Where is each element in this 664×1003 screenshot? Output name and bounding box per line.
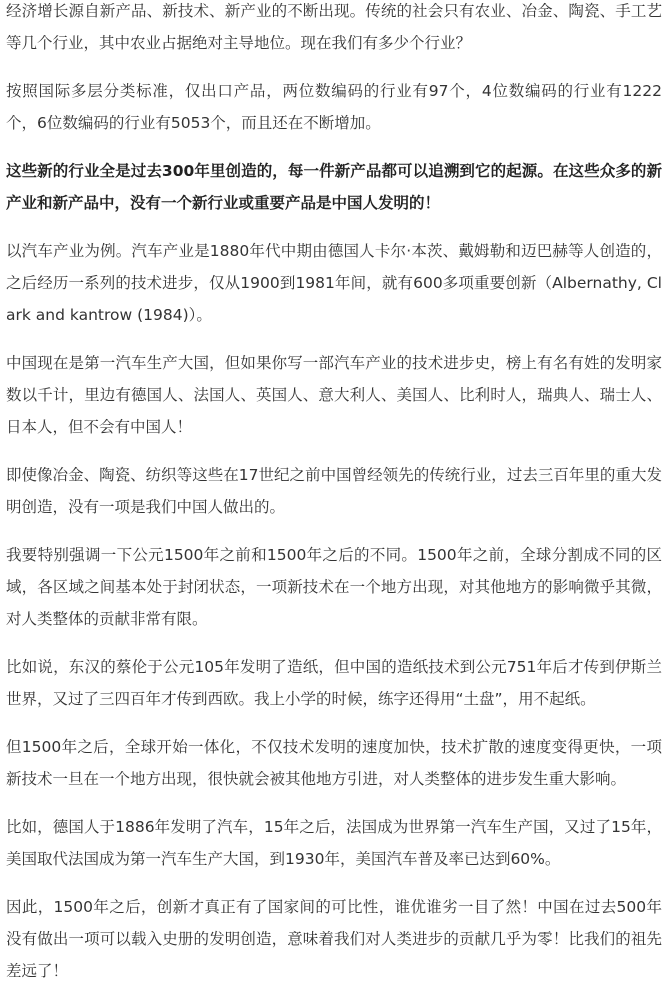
paragraph-auto-industry: 以汽车产业为例。汽车产业是1880年代中期由德国人卡尔·本茨、戴姆勒和迈巴赫等人创造的，之后经历一系列的技术进步，仅从1900到1981年间，就有600多项重要创新（Albernathy, Clark and kantrow (1984)）。 — [6, 242, 662, 324]
paragraph-papermaking: 比如说，东汉的蔡伦于公元105年发明了造纸，但中国的造纸技术到公元751年后才传到伊斯兰世界，又过了三四百年才传到西欧。我上小学的时候，练字还得用“土盘”，用不起纸。 — [6, 658, 662, 708]
paragraph-1500-emphasis: 我要特别强调一下公元1500年之前和1500年之后的不同。1500年之前，全球分割成不同的区域，各区域之间基本处于封闭状态，一项新技术在一个地方出现，对其他地方的影响微乎其微，对人类整体的贡献非常有限。 — [6, 546, 662, 628]
paragraph-industry-counts: 按照国际多层分类标准，仅出口产品，两位数编码的行业有97个，4位数编码的行业有1222个，6位数编码的行业有5053个，而且还在不断增加。 — [6, 82, 662, 132]
paragraph-traditional-industries: 即使像冶金、陶瓷、纺织等这些在17世纪之前中国曾经领先的传统行业，过去三百年里的重大发明创造，没有一项是我们中国人做出的。 — [6, 466, 662, 516]
paragraph-car-example: 比如，德国人于1886年发明了汽车，15年之后，法国成为世界第一汽车生产国，又过了15年，美国取代法国成为第一汽车生产大国，到1930年，美国汽车普及率已达到60%。 — [6, 818, 662, 868]
paragraph-bold-claim: 这些新的行业全是过去300年里创造的，每一件新产品都可以追溯到它的起源。在这些众多的新产业和新产品中，没有一个新行业或重要产品是中国人发明的！ — [6, 162, 662, 212]
paragraph-conclusion: 因此，1500年之后，创新才真正有了国家间的可比性，谁优谁劣一目了然！中国在过去500年没有做出一项可以载入史册的发明创造，意味着我们对人类进步的贡献几乎为零！比我们的祖先差远了！ — [6, 898, 662, 980]
paragraph-china-auto: 中国现在是第一汽车生产大国，但如果你写一部汽车产业的技术进步史，榜上有名有姓的发明家数以千计，里边有德国人、法国人、英国人、意大利人、美国人、比利时人，瑞典人、瑞士人、日本人，但不会有中国人！ — [6, 354, 662, 436]
paragraph-industries-intro: 经济增长源自新产品、新技术、新产业的不断出现。传统的社会只有农业、冶金、陶瓷、手工艺等几个行业，其中农业占据绝对主导地位。现在我们有多少个行业？ — [6, 2, 662, 52]
article-body — [6, 0, 662, 1003]
paragraph-globalization: 但1500年之后，全球开始一体化，不仅技术发明的速度加快，技术扩散的速度变得更快，一项新技术一旦在一个地方出现，很快就会被其他地方引进，对人类整体的进步发生重大影响。 — [6, 738, 662, 788]
